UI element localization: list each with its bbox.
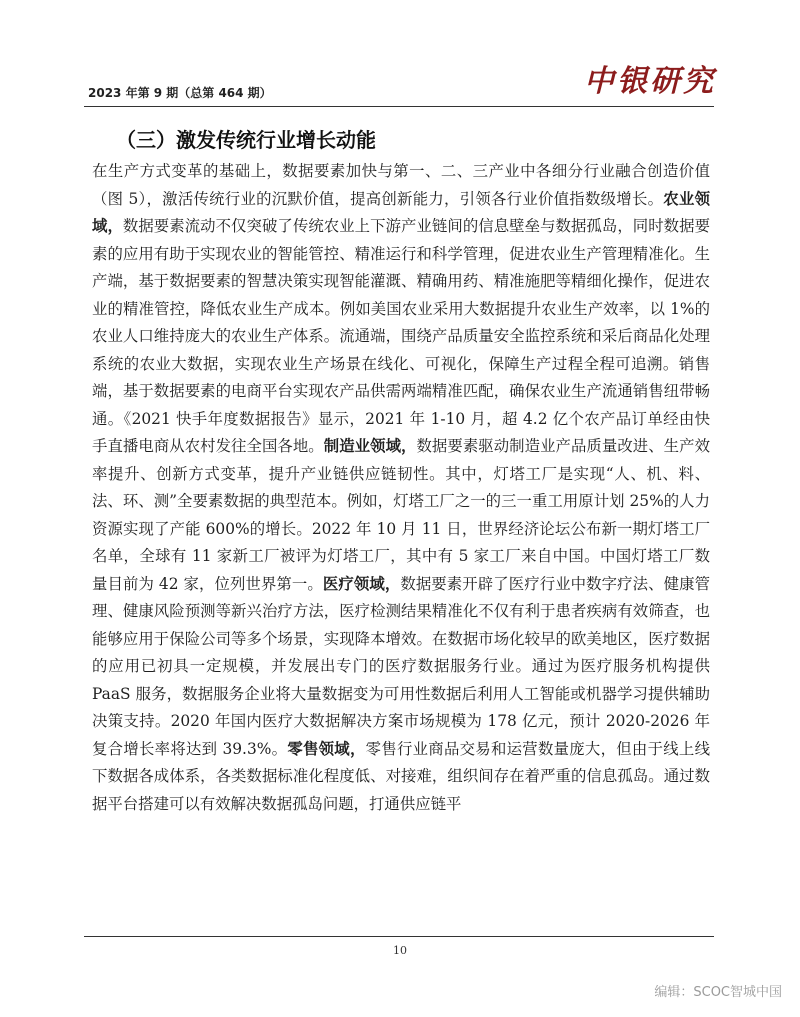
medical-text: 数据要素开辟了医疗行业中数字疗法、健康管理、健康风险预测等新兴治疗方法，医疗检测结果精准化不仅有利于患者疾病有效筛查，也能够应用于保险公司等多个场景，实现降本增效。在数据市场化较早的欧美地区，医疗数据的应用已初具一定规模，并发展出专门的医疗数据服务行业。通过为医疗服务机构提供 PaaS 服务，数据服务企业将大量数据变为可用性数据后利用人工智能或机器学习提供辅助决策支持。2020 年国内医疗大数据解决方案市场规模为 178 亿元，预计 2020-2026 年复合增长率将达到 39.3%。 bbox=[92, 574, 710, 758]
body-paragraph bbox=[92, 158, 710, 818]
editor-credit: 编辑：SCOC智城中国 bbox=[654, 985, 782, 1000]
header-divider bbox=[84, 106, 714, 107]
footer-divider bbox=[84, 936, 714, 937]
manufacturing-text: 数据要素驱动制造业产品质量改进、生产效率提升、创新方式变革，提升产业链供应链韧性。其中，灯塔工厂是实现“人、机、料、法、环、测”全要素数据的典型范本。例如，灯塔工厂之一的三一重工用原计划 25%的人力资源实现了产能 600%的增长。2022 年 10 月 11 日，世界经济论坛公布新一期灯塔工厂名单，全球有 11 家新工厂被评为灯塔工厂，其中有 5 家工厂来自中国。中国灯塔工厂数量目前为 42 家，位列世界第一。 bbox=[92, 437, 710, 593]
medical-heading: 医疗领域， bbox=[322, 574, 401, 593]
agriculture-text: 数据要素流动不仅突破了传统农业上下游产业链间的信息壁垒与数据孤岛，同时数据要素的应用有助于实现农业的智能管控、精准运行和科学管理，促进农业生产管理精准化。生产端，基于数据要素的智慧决策实现智能灌溉、精确用药、精准施肥等精细化操作，促进农业的精准管控，降低农业生产成本。例如美国农业采用大数据提升农业生产效率，以 1%的农业人口维持庞大的农业生产体系。流通端，围绕产品质量安全监控系统和采后商品化处理系统的农业大数据，实现农业生产场景在线化、可视化，保障生产过程全程可追溯。销售端，基于数据要素的电商平台实现农产品供需两端精准匹配，确保农业生产流通销售纽带畅通。《2021 快手年度数据报告》显示，2021 年 1-10 月，超 4.2 亿个农产品订单经由快手直播电商从农村发往全国各地。 bbox=[92, 217, 710, 455]
publication-logo: 中银研究 bbox=[584, 64, 716, 99]
page-number: 10 bbox=[393, 944, 407, 957]
issue-label: 2023 年第 9 期（总第 464 期） bbox=[88, 86, 272, 100]
agriculture-heading: 农业领域， bbox=[92, 189, 710, 235]
section-title: （三）激发传统行业增长动能 bbox=[116, 128, 376, 152]
retail-text: 零售行业商品交易和运营数量庞大，但由于线上线下数据各成体系，各类数据标准化程度低、对接难，组织间存在着严重的信息孤岛。通过数据平台搭建可以有效解决数据孤岛问题，打通供应链平 bbox=[92, 739, 710, 813]
lead-text: 在生产方式变革的基础上，数据要素加快与第一、二、三产业中各细分行业融合创造价值（图 5），激活传统行业的沉默价值，提高创新能力，引领各行业价值指数级增长。 bbox=[92, 162, 710, 208]
manufacturing-heading: 制造业领域， bbox=[323, 437, 417, 455]
retail-heading: 零售领域， bbox=[287, 739, 366, 758]
